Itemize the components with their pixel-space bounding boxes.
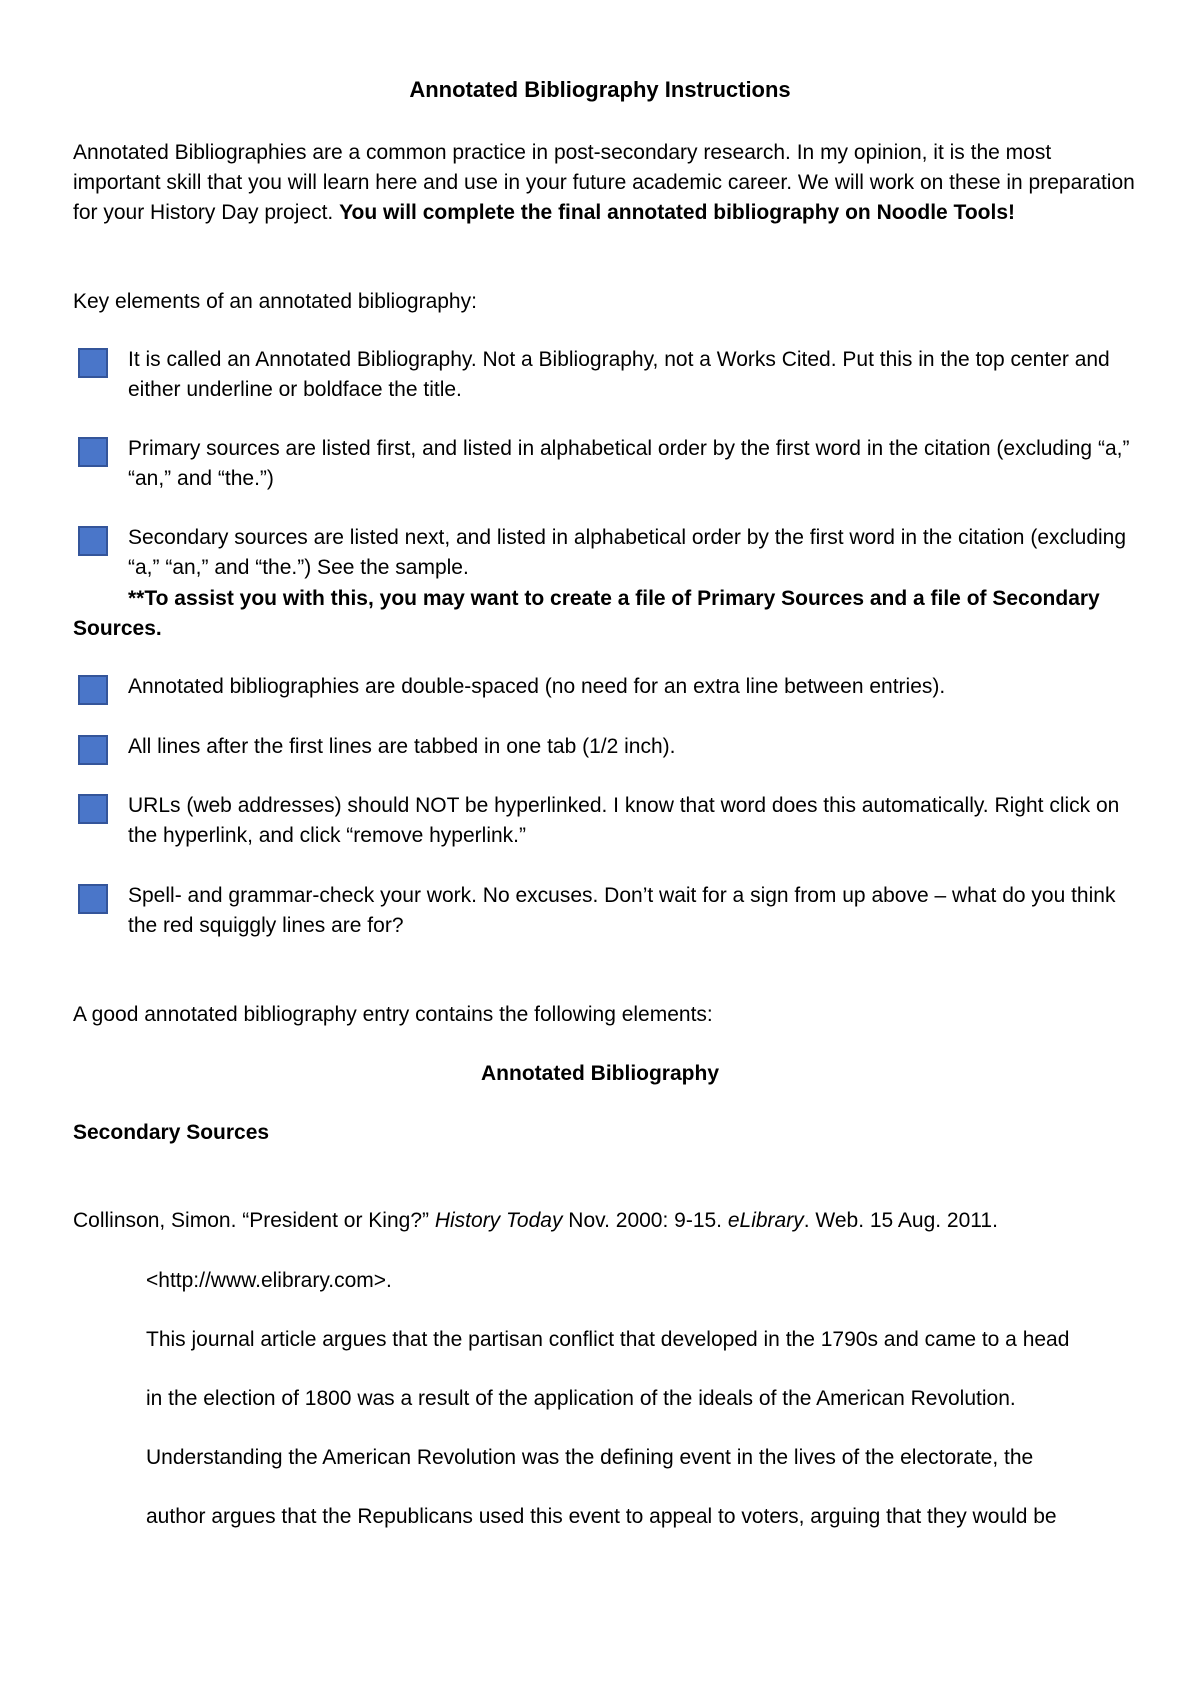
intro-bold-text: You will complete the final annotated bibliography on Noodle Tools! [339, 201, 1015, 224]
checklist-item-text: It is called an Annotated Bibliography. Not a Bibliography, not a Works Cited. Put this in the top center and either underline or boldface the title. [128, 348, 1110, 401]
citation-first-line [73, 1206, 1153, 1236]
annotation-line: This journal article argues that the partisan conflict that developed in the 1790s and came to a head [146, 1328, 1070, 1351]
checklist-item-text: Spell- and grammar-check your work. No excuses. Don’t wait for a sign from up above – what do you think the red squiggly lines are for? [128, 884, 1116, 937]
checklist-item-text: Annotated bibliographies are double-spaced (no need for an extra line between entries). [128, 675, 946, 698]
checkbox-square-icon [78, 348, 108, 378]
checklist-item-text: URLs (web addresses) should NOT be hyperlinked. I know that word does this automatically. Right click on the hyperlink, and click “remove hyperlink.” [128, 794, 1120, 847]
checklist-item-text: All lines after the first lines are tabbed in one tab (1/2 inch). [128, 735, 676, 758]
sample-title: Annotated Bibliography [481, 1062, 719, 1085]
checkbox-square-icon [78, 526, 108, 556]
annotation-line: author argues that the Republicans used this event to appeal to voters, arguing that they would be [146, 1505, 1057, 1528]
bold-note: **To assist you with this, you may want to create a file of Primary Sources and a file of Secondary Sources. [73, 587, 1100, 640]
checkbox-square-icon [78, 884, 108, 914]
citation-url: <http://www.elibrary.com>. [146, 1269, 392, 1292]
intro-paragraph [73, 138, 1138, 228]
checklist-item-text: Secondary sources are listed next, and listed in alphabetical order by the first word in the citation (excluding “a,” “an,” and “the.”) See the sample. [128, 526, 1127, 579]
page-title: Annotated Bibliography Instructions [409, 77, 791, 102]
citation-journal: History Today [434, 1209, 563, 1232]
entry-elements-lead: A good annotated bibliography entry contains the following elements: [73, 1003, 713, 1026]
checkbox-square-icon [78, 675, 108, 705]
citation-database: eLibrary [727, 1209, 804, 1232]
annotation-line: in the election of 1800 was a result of the application of the ideals of the American Revolution. [146, 1387, 1016, 1410]
citation-details: Nov. 2000: 9-15. [562, 1209, 728, 1232]
section-heading: Secondary Sources [73, 1121, 270, 1144]
checkbox-square-icon [78, 735, 108, 765]
intro-text: Annotated Bibliographies are a common practice in post-secondary research. In my opinion, it is the most important skill that you will learn here and use in your future academic career. We will work on these in preparation for your History Day project. [73, 141, 1135, 224]
key-elements-heading: Key elements of an annotated bibliography: [73, 290, 477, 313]
checklist-item-text: Primary sources are listed first, and listed in alphabetical order by the first word in the citation (excluding “a,” “an,” and “the.”) [128, 437, 1130, 490]
annotation-line: Understanding the American Revolution was the defining event in the lives of the electorate, the [146, 1446, 1034, 1469]
checkbox-square-icon [78, 794, 108, 824]
checkbox-square-icon [78, 437, 108, 467]
citation-author: Collinson, Simon. “President or King?” [73, 1209, 435, 1232]
citation-access: . Web. 15 Aug. 2011. [803, 1209, 998, 1232]
